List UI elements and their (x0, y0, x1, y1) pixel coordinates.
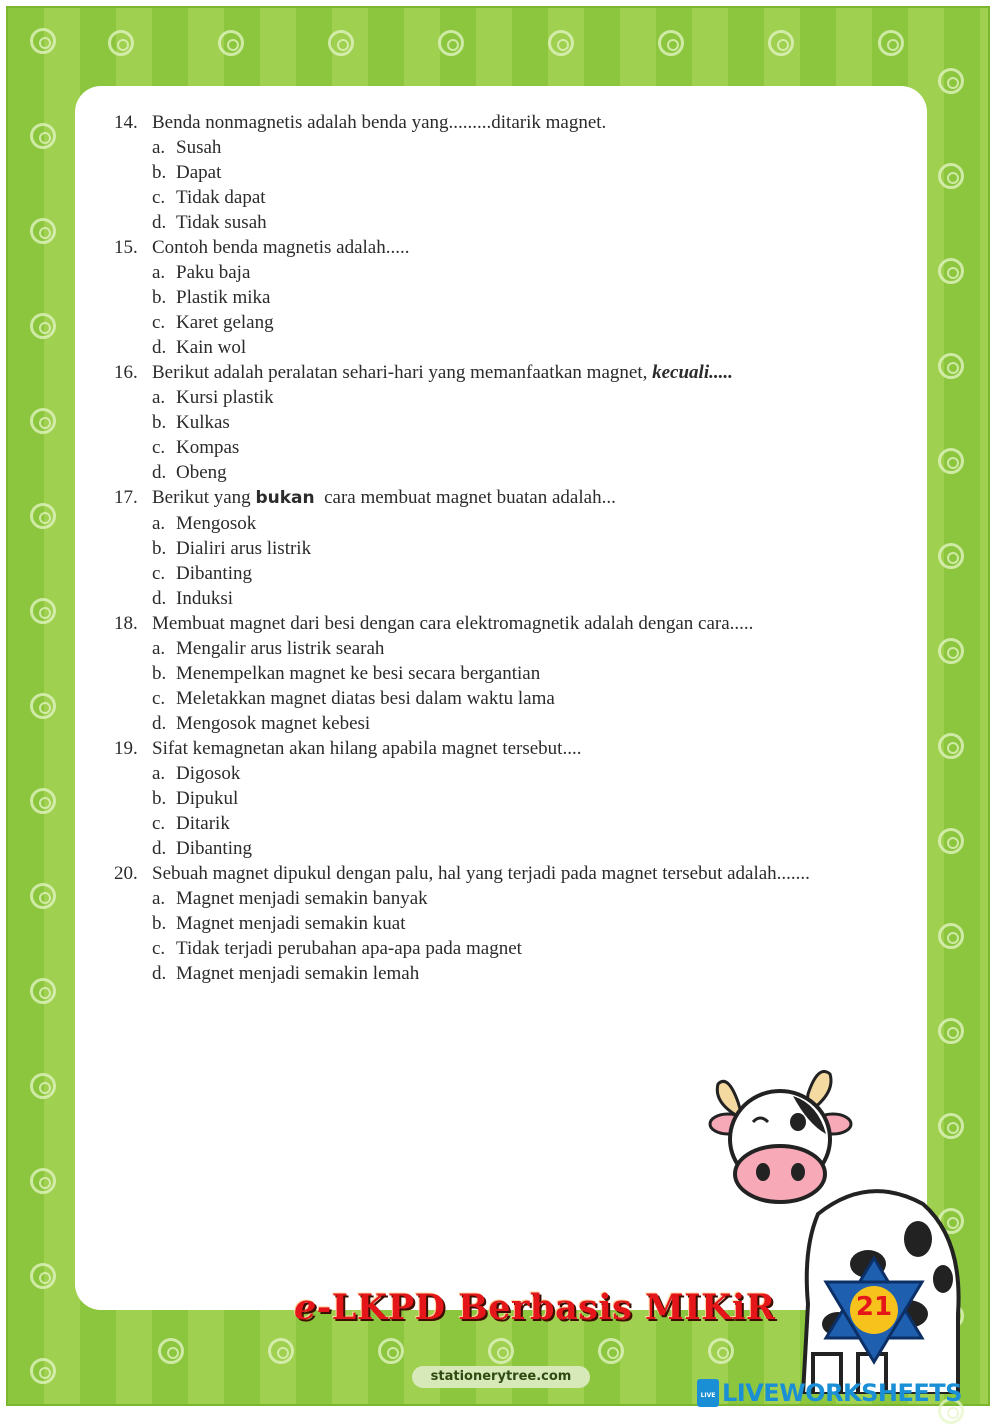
option-letter: a. (152, 638, 166, 659)
option-text: Dipukul (176, 788, 239, 809)
option-14-b (114, 160, 904, 185)
option-text: Ditarik (176, 813, 230, 834)
option-letter: d. (152, 713, 167, 734)
option-16-a (114, 385, 904, 410)
question-19 (114, 736, 904, 761)
option-16-c (114, 435, 904, 460)
option-text: Kain wol (176, 337, 247, 358)
question-text: Benda nonmagnetis adalah benda yang.........ditarik magnet. (152, 112, 607, 133)
option-text: Meletakkan magnet diatas besi dalam waktu lama (176, 688, 555, 709)
option-15-c (114, 310, 904, 335)
question-text-part: Berikut adalah peralatan sehari-hari yang memanfaatkan magnet, (152, 362, 653, 383)
option-17-c (114, 561, 904, 586)
option-letter: c. (152, 938, 166, 959)
option-text: Dibanting (176, 563, 252, 584)
option-text: Kompas (176, 437, 240, 458)
option-letter: a. (152, 387, 166, 408)
option-letter: c. (152, 312, 166, 333)
swirl-decoration (30, 28, 56, 54)
option-letter: c. (152, 437, 166, 458)
swirl-decoration (938, 733, 964, 759)
option-letter: b. (152, 412, 167, 433)
option-letter: b. (152, 162, 167, 183)
option-19-c (114, 811, 904, 836)
option-text: Mengosok (176, 513, 257, 534)
option-letter: a. (152, 137, 166, 158)
option-text: Plastik mika (176, 287, 271, 308)
swirl-decoration (30, 1358, 56, 1384)
option-letter: a. (152, 513, 166, 534)
swirl-decoration (30, 1263, 56, 1289)
swirl-decoration (30, 598, 56, 624)
swirl-decoration (30, 1073, 56, 1099)
option-text: Tidak dapat (176, 187, 266, 208)
option-15-d (114, 335, 904, 360)
question-16 (114, 360, 904, 385)
swirl-decoration (938, 923, 964, 949)
option-20-b (114, 911, 904, 936)
option-text: Dapat (176, 162, 222, 183)
option-text: Paku baja (176, 262, 251, 283)
option-20-d (114, 961, 904, 986)
option-16-d (114, 460, 904, 485)
question-text: Contoh benda magnetis adalah..... (152, 237, 410, 258)
site-credit: stationerytree.com (412, 1366, 590, 1388)
question-number: 15. (114, 237, 138, 258)
option-letter: b. (152, 788, 167, 809)
question-text (152, 485, 616, 511)
question-20 (114, 861, 904, 886)
swirl-decoration (938, 543, 964, 569)
option-letter: c. (152, 813, 166, 834)
question-text (152, 360, 733, 385)
swirl-decoration (598, 1338, 624, 1364)
star-number: 21 (855, 1292, 893, 1322)
swirl-decoration (378, 1338, 404, 1364)
option-text: Tidak susah (176, 212, 267, 233)
swirl-decoration (938, 638, 964, 664)
option-text: Dialiri arus listrik (176, 538, 312, 559)
option-letter: d. (152, 838, 167, 859)
swirl-decoration (938, 163, 964, 189)
question-emphasis: bukan (255, 488, 315, 508)
swirl-decoration (30, 1168, 56, 1194)
option-text: Menempelkan magnet ke besi secara bergantian (176, 663, 541, 684)
option-letter: c. (152, 563, 166, 584)
liveworksheets-brand[interactable] (697, 1378, 962, 1408)
option-text: Dibanting (176, 838, 252, 859)
liveworksheets-badge-icon (697, 1379, 719, 1407)
question-number: 18. (114, 613, 138, 634)
question-list (114, 110, 904, 986)
swirl-decoration (30, 408, 56, 434)
swirl-decoration (108, 30, 134, 56)
swirl-decoration (30, 218, 56, 244)
option-letter: d. (152, 462, 167, 483)
swirl-decoration (218, 30, 244, 56)
option-14-d (114, 210, 904, 235)
question-text: Membuat magnet dari besi dengan cara elektromagnetik adalah dengan cara..... (152, 613, 754, 634)
swirl-decoration (768, 30, 794, 56)
swirl-decoration (878, 30, 904, 56)
question-17 (114, 485, 904, 511)
question-text: Sifat kemagnetan akan hilang apabila magnet tersebut.... (152, 738, 582, 759)
option-19-d (114, 836, 904, 861)
cow-head (710, 1072, 851, 1203)
option-letter: d. (152, 337, 167, 358)
question-number: 16. (114, 362, 138, 383)
option-17-d (114, 586, 904, 611)
swirl-decoration (938, 448, 964, 474)
option-text: Karet gelang (176, 312, 274, 333)
option-16-b (114, 410, 904, 435)
question-text: Sebuah magnet dipukul dengan palu, hal yang terjadi pada magnet tersebut adalah....... (152, 863, 810, 884)
option-text: Mengosok magnet kebesi (176, 713, 371, 734)
swirl-decoration (938, 1018, 964, 1044)
swirl-decoration (268, 1338, 294, 1364)
option-15-b (114, 285, 904, 310)
swirl-decoration (30, 693, 56, 719)
question-number: 17. (114, 487, 138, 508)
question-18 (114, 611, 904, 636)
option-20-a (114, 886, 904, 911)
option-text: Induksi (176, 588, 233, 609)
swirl-decoration (30, 503, 56, 529)
logo-main-text: LKPD Berbasis MIKiR (331, 1287, 776, 1328)
badge-text: LIVE (700, 1392, 716, 1399)
question-emphasis: kecuali..... (652, 362, 733, 383)
swirl-decoration (938, 353, 964, 379)
option-17-a (114, 511, 904, 536)
option-text: Kulkas (176, 412, 230, 433)
question-14 (114, 110, 904, 135)
elkpd-logo-text (294, 1287, 775, 1328)
option-letter: b. (152, 663, 167, 684)
option-letter: a. (152, 888, 166, 909)
six-point-star-icon (818, 1254, 930, 1366)
logo-prefix: e- (294, 1287, 332, 1328)
swirl-decoration (158, 1338, 184, 1364)
swirl-decoration (938, 258, 964, 284)
question-number: 19. (114, 738, 138, 759)
option-text: Mengalir arus listrik searah (176, 638, 385, 659)
question-text-part: Berikut yang (152, 487, 256, 508)
option-18-a (114, 636, 904, 661)
option-text: Kursi plastik (176, 387, 274, 408)
swirl-decoration (658, 30, 684, 56)
option-letter: a. (152, 262, 166, 283)
swirl-decoration (488, 1338, 514, 1364)
question-15 (114, 235, 904, 260)
option-18-d (114, 711, 904, 736)
swirl-decoration (30, 883, 56, 909)
option-14-a (114, 135, 904, 160)
swirl-decoration (938, 828, 964, 854)
option-19-b (114, 786, 904, 811)
option-20-c (114, 936, 904, 961)
option-letter: b. (152, 287, 167, 308)
option-18-b (114, 661, 904, 686)
swirl-decoration (938, 68, 964, 94)
option-14-c (114, 185, 904, 210)
question-number: 20. (114, 863, 138, 884)
option-letter: a. (152, 763, 166, 784)
option-text: Magnet menjadi semakin kuat (176, 913, 406, 934)
option-text: Digosok (176, 763, 241, 784)
swirl-decoration (30, 978, 56, 1004)
liveworksheets-text: LIVEWORKSHEETS (722, 1379, 962, 1407)
swirl-decoration (548, 30, 574, 56)
swirl-decoration (30, 313, 56, 339)
question-text-part: cara membuat magnet buatan adalah... (314, 487, 616, 508)
option-text: Susah (176, 137, 222, 158)
option-letter: b. (152, 913, 167, 934)
option-letter: c. (152, 688, 166, 709)
option-text: Magnet menjadi semakin lemah (176, 963, 420, 984)
option-letter: d. (152, 963, 167, 984)
option-text: Tidak terjadi perubahan apa-apa pada magnet (176, 938, 522, 959)
option-17-b (114, 536, 904, 561)
swirl-decoration (328, 30, 354, 56)
swirl-decoration (30, 123, 56, 149)
question-number: 14. (114, 112, 138, 133)
swirl-decoration (438, 30, 464, 56)
option-15-a (114, 260, 904, 285)
swirl-decoration (30, 788, 56, 814)
option-letter: b. (152, 538, 167, 559)
option-letter: c. (152, 187, 166, 208)
option-text: Obeng (176, 462, 227, 483)
option-text: Magnet menjadi semakin banyak (176, 888, 428, 909)
option-18-c (114, 686, 904, 711)
option-letter: d. (152, 588, 167, 609)
option-letter: d. (152, 212, 167, 233)
option-19-a (114, 761, 904, 786)
